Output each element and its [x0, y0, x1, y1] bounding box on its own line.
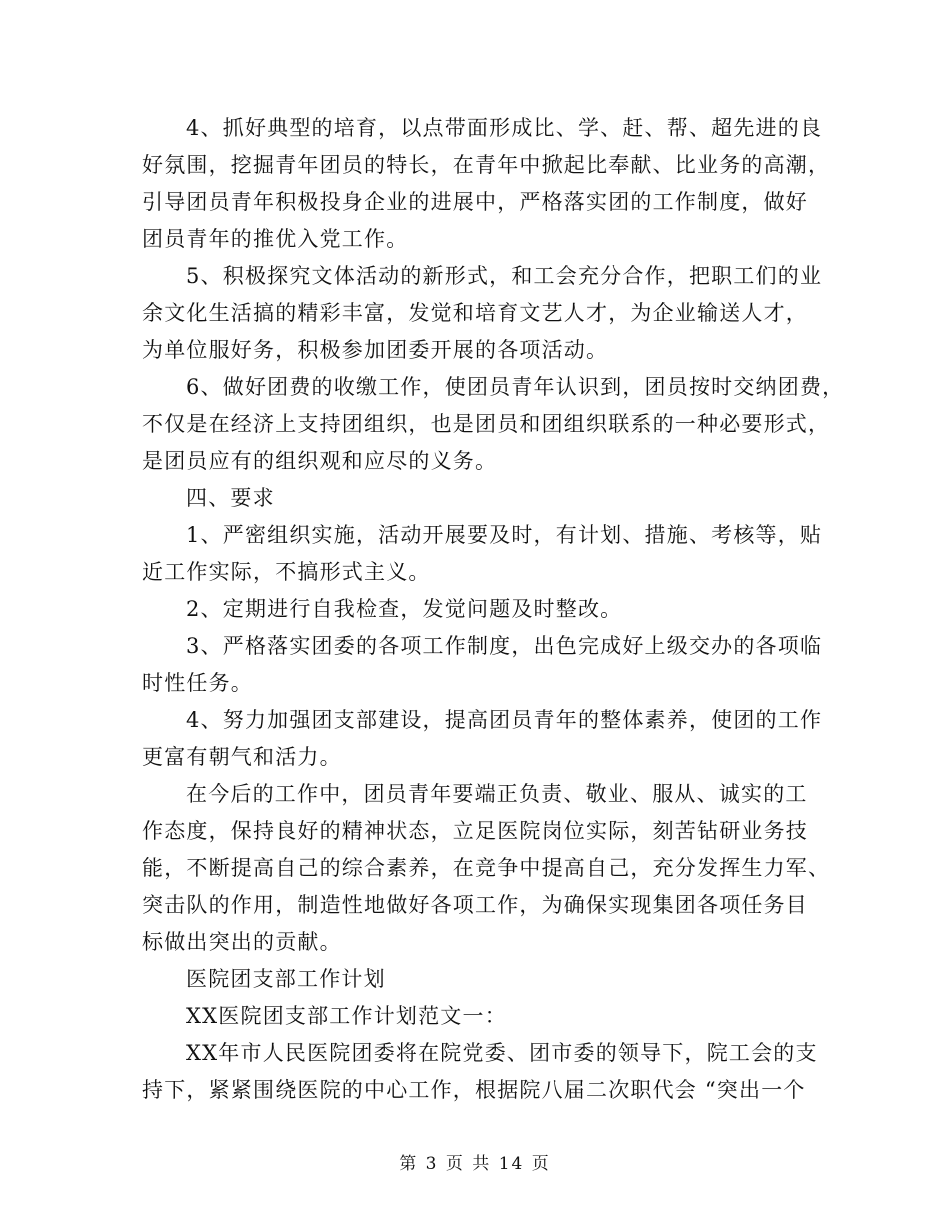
section-heading: 医院团支部工作计划: [186, 967, 386, 991]
text-line: 团员青年的推优入党工作。: [142, 227, 409, 251]
section-heading: 四、要求: [186, 486, 275, 510]
text-line: 时性任务。: [142, 671, 253, 695]
text-line: 1、严密组织实施，活动开展要及时，有计划、措施、考核等，贴: [186, 523, 823, 547]
text-line: 5、积极探究文体活动的新形式，和工会充分合作，把职工们的业: [186, 264, 823, 288]
text-line: XX年市人民医院团委将在院党委、团市委的领导下，院工会的支: [186, 1041, 818, 1065]
text-line: 更富有朝气和活力。: [142, 745, 342, 769]
text-line: XX医院团支部工作计划范文一：: [186, 1004, 507, 1028]
text-line: 好氛围，挖掘青年团员的特长，在青年中掀起比奉献、比业务的高潮，: [142, 153, 831, 177]
text-line: 余文化生活搞的精彩丰富，发觉和培育文艺人才，为企业输送人才，: [142, 301, 808, 325]
text-line: 作态度，保持良好的精神状态，立足医院岗位实际，刻苦钻研业务技: [142, 819, 808, 843]
text-line: 能，不断提高自己的综合素养，在竞争中提高自己，充分发挥生力军、: [142, 856, 831, 880]
text-line: 6、做好团费的收缴工作，使团员青年认识到，团员按时交纳团费，: [186, 375, 845, 399]
text-line: 4、抓好典型的培育，以点带面形成比、学、赶、帮、超先进的良: [186, 116, 823, 140]
text-line: 4、努力加强团支部建设，提高团员青年的整体素养，使团的工作: [186, 708, 823, 732]
text-line: 是团员应有的组织观和应尽的义务。: [142, 449, 498, 473]
text-line: 在今后的工作中，团员青年要端正负责、敬业、服从、诚实的工: [186, 782, 808, 806]
text-line: 持下，紧紧围绕医院的中心工作，根据院八届二次职代会 “突出一个: [142, 1078, 806, 1102]
text-line: 引导团员青年积极投身企业的进展中，严格落实团的工作制度，做好: [142, 190, 808, 214]
text-line: 3、严格落实团委的各项工作制度，出色完成好上级交办的各项临: [186, 634, 823, 658]
text-line: 为单位服好务，积极参加团委开展的各项活动。: [142, 338, 609, 362]
page-footer: 第 3 页 共 14 页: [399, 1154, 551, 1174]
text-line: 2、定期进行自我检查，发觉问题及时整改。: [186, 597, 623, 621]
text-line: 近工作实际，不搞形式主义。: [142, 560, 431, 584]
text-line: 不仅是在经济上支持团组织，也是团员和团组织联系的一种必要形式，: [142, 412, 831, 436]
text-line: 突击队的作用，制造性地做好各项工作，为确保实现集团各项任务目: [142, 893, 808, 917]
text-line: 标做出突出的贡献。: [142, 930, 342, 954]
